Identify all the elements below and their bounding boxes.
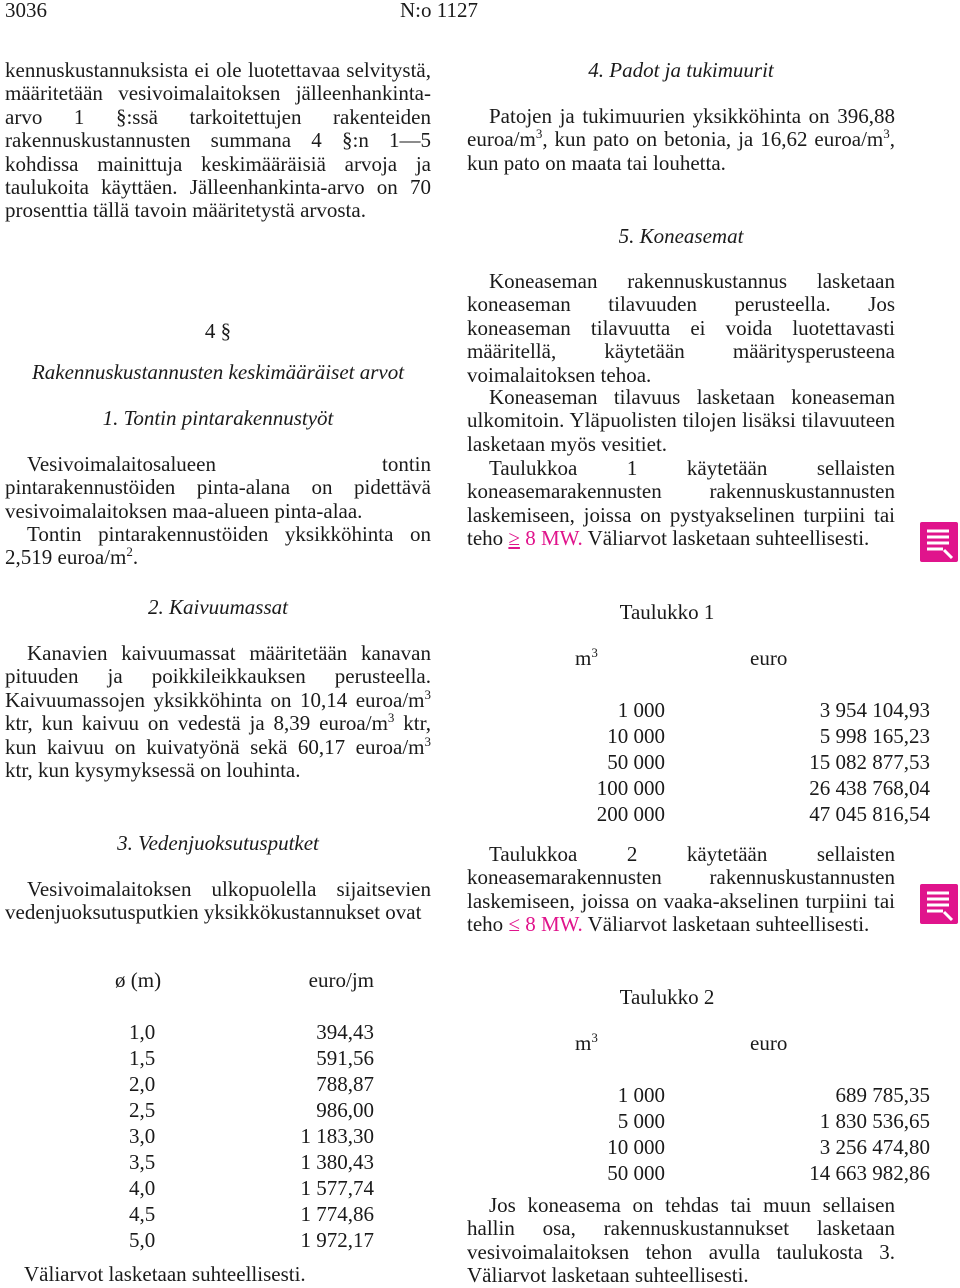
table-cell: 1 000 — [617, 1083, 665, 1107]
power-limit: 8 MW. — [519, 526, 583, 551]
subsection-4-paragraph: Patojen ja tukimuurien yksikköhinta on 396,88 euroa/$m^3$, kun pato on betonia, ja 16,62 euroa/$m^3$, kun pato on maata tai louhetta. — [467, 104, 895, 175]
table-cell: 3 954 104,93 — [819, 698, 930, 722]
table-header-cell: euro — [750, 1031, 788, 1055]
table-cell: 10 000 — [607, 724, 665, 748]
table-row — [520, 1084, 930, 1110]
table-cell: 5 998 165,23 — [819, 724, 930, 748]
table-row — [115, 1021, 380, 1047]
table-row — [520, 751, 930, 777]
table-cell: 986,00 — [316, 1098, 374, 1122]
table-cell: 1 380,43 — [300, 1150, 374, 1174]
table-row — [115, 1125, 380, 1151]
table-cell: 15 082 877,53 — [809, 750, 930, 774]
subsection-1-paragraph-2: Tontin pintarakennustöiden yksikköhinta on 2,519 euroa/$m^2$. — [5, 522, 431, 570]
table-cell: 3,5 — [129, 1150, 156, 1174]
table-cell: 2,5 — [129, 1098, 156, 1122]
section-title: Rakennuskustannusten keskimääräiset arvot — [31, 360, 405, 384]
table-row — [115, 1099, 380, 1125]
table-header-row — [520, 1032, 930, 1058]
table-header-cell: euro/jm — [308, 968, 374, 992]
table-row — [520, 1136, 930, 1162]
table-cell: 10 000 — [607, 1135, 665, 1159]
greater-equal-symbol: ≥ — [508, 526, 520, 551]
table-cell: 1 000 — [617, 698, 665, 722]
table-cell: 1 183,30 — [300, 1124, 374, 1148]
table-row — [115, 1229, 380, 1255]
table-cell: 26 438 768,04 — [809, 776, 930, 800]
table-header-row — [115, 969, 380, 995]
table-header-cell: euro — [750, 646, 788, 670]
subsection-3-note: Väliarvot lasketaan suhteellisesti. — [24, 1262, 306, 1286]
table-row — [520, 1110, 930, 1136]
table-cell: 100 000 — [596, 776, 665, 800]
table-cell: 1 577,74 — [300, 1176, 374, 1200]
page-number: 3036 — [5, 0, 47, 22]
table-header-cell: $m^3$ — [575, 645, 598, 670]
table-2 — [520, 1032, 930, 1188]
section-number: 4 § — [204, 319, 232, 343]
table-row — [115, 1203, 380, 1229]
table-cell: 3,0 — [129, 1124, 156, 1148]
subsection-5-paragraph-4: Taulukkoa 2 käytetään sellaisten koneasemarakennusten rakennuskustannusten laskemiseen, joissa on vaaka-akselinen turpiini tai teho ≤ 8 MW. Väliarvot lasketaan suhteellisesti. — [467, 842, 895, 937]
table-row — [115, 1151, 380, 1177]
subsection-5-paragraph-3: Taulukkoa 1 käytetään sellaisten koneasemarakennusten rakennuskustannusten laskemiseen, joissa on pystyakselinen turpiini tai teho ≥ 8 MW. Väliarvot lasketaan suhteellisesti. — [467, 456, 895, 551]
subsection-3-heading: 3. Vedenjuoksutusputket — [117, 831, 319, 855]
table-row — [520, 777, 930, 803]
table-2-title: Taulukko 2 — [619, 985, 715, 1009]
table-cell: 5 000 — [617, 1109, 665, 1133]
subsection-1-paragraph-1: Vesivoimalaitosalueen tontin pintarakennustöiden pinta-alana on pidettävä vesivoimalaitoksen maa-alueen pinta-alaa. — [5, 452, 431, 523]
table-cell: 200 000 — [596, 802, 665, 826]
subsection-4-heading: 4. Padot ja tukimuurit — [588, 58, 774, 82]
table-cell: 1,0 — [129, 1020, 156, 1044]
document-number: N:o 1127 — [400, 0, 478, 22]
table-cell: 14 663 982,86 — [809, 1161, 930, 1185]
table-cell: 1 830 536,65 — [819, 1109, 930, 1133]
note-icon[interactable] — [920, 884, 958, 924]
less-equal-symbol: ≤ — [508, 912, 520, 937]
table-1 — [520, 647, 930, 829]
table-row — [520, 699, 930, 725]
table-1-title: Taulukko 1 — [619, 600, 715, 624]
power-limit: 8 MW. — [519, 912, 583, 937]
table-cell: 4,0 — [129, 1176, 156, 1200]
table-cell: 394,43 — [316, 1020, 374, 1044]
subsection-5-heading: 5. Koneasemat — [618, 224, 744, 248]
subsection-2-heading: 2. Kaivuumassat — [147, 595, 288, 619]
table-cell: 1 972,17 — [300, 1228, 374, 1252]
table-row — [520, 725, 930, 751]
table-cell: 591,56 — [316, 1046, 374, 1070]
subsection-5-paragraph-2: Koneaseman tilavuus lasketaan koneaseman ulkomitoin. Yläpuolisten tilojen lisäksi tilavuuteen lasketaan myös vesitiet. — [467, 385, 895, 456]
table-cell: 788,87 — [316, 1072, 374, 1096]
table-header-row — [520, 647, 930, 673]
table-row — [115, 1073, 380, 1099]
table-cell: 2,0 — [129, 1072, 156, 1096]
subsection-2-paragraph: Kanavien kaivuumassat määritetään kanavan pituuden ja poikkileikkauksen perusteella. Kaivuumassojen yksikköhinta on 10,14 euroa/$m^3$ ktr, kun kaivuu on vedestä ja 8,39 euroa/$m^3$ ktr, kun kaivuu on kuivatyönä sekä 60,17 euroa/$m^3$ ktr, kun kysymyksessä on louhinta. — [5, 641, 431, 783]
table-header-cell: ø (m) — [115, 968, 162, 992]
table-row — [520, 1162, 930, 1188]
note-icon[interactable] — [920, 522, 958, 562]
subsection-5-paragraph-5: Jos koneasema on tehdas tai muun sellaisen hallin osa, rakennuskustannukset lasketaan vesivoimalaitoksen tehon avulla taulukosta 3. Väliarvot lasketaan suhteellisesti. — [467, 1193, 895, 1288]
table-row — [115, 1047, 380, 1073]
table-header-cell: $m^3$ — [575, 1030, 598, 1055]
subsection-5-paragraph-1: Koneaseman rakennuskustannus lasketaan koneaseman tilavuuden perusteella. Jos koneaseman tilavuutta ei voida luotettavasti määritellä, käytetään määritysperusteena voimalaitoksen tehoa. — [467, 269, 895, 387]
subsection-3-paragraph: Vesivoimalaitoksen ulkopuolella sijaitsevien vedenjuoksutusputkien yksikkökustannukset ovat — [5, 877, 431, 925]
table-cell: 50 000 — [607, 750, 665, 774]
table-cell: 689 785,35 — [835, 1083, 930, 1107]
table-row — [115, 1177, 380, 1203]
table-cell: 1 774,86 — [300, 1202, 374, 1226]
intro-paragraph: kennuskustannuksista ei ole luotettavaa selvitystä, määritetään vesivoimalaitoksen jälleenhankinta-arvo 1 §:ssä tarkoitettujen rakenteiden rakennuskustannusten summana 4 §:n 1—5 kohdissa mainittuja keskimääräisiä arvoja ja taulukoita käyttäen. Jälleenhankinta-arvo on 70 prosenttia tällä tavoin määritetystä arvosta. — [5, 58, 431, 223]
table-cell: 47 045 816,54 — [809, 802, 930, 826]
table-cell: 4,5 — [129, 1202, 156, 1226]
table-cell: 1,5 — [129, 1046, 156, 1070]
table-cell: 50 000 — [607, 1161, 665, 1185]
table-row — [520, 803, 930, 829]
subsection-1-heading: 1. Tontin pintarakennustyöt — [102, 406, 334, 430]
table-cell: 3 256 474,80 — [819, 1135, 930, 1159]
pipe-cost-table — [115, 969, 380, 1255]
table-cell: 5,0 — [129, 1228, 156, 1252]
